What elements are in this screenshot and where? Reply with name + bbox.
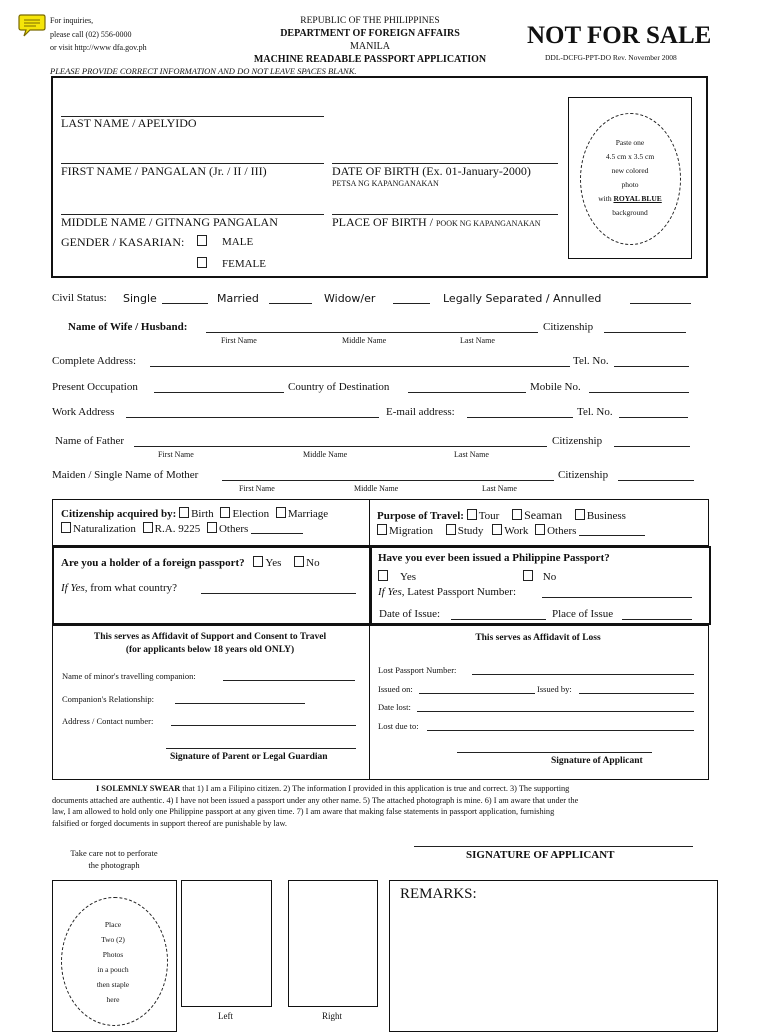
spouse-label: Name of Wife / Husband: (68, 321, 188, 333)
work-address-line[interactable] (126, 417, 379, 418)
relationship-line[interactable] (175, 703, 305, 704)
perforate-note-1: Take care not to perforate (70, 848, 158, 858)
relationship-label: Companion's Relationship: (62, 694, 154, 704)
mother-label: Maiden / Single Name of Mother (52, 469, 199, 481)
inquiry-line-3: or visit http://www dfa.gov.ph (50, 43, 147, 52)
loss-title: This serves as Affidavit of Loss (475, 633, 601, 643)
companion-label: Name of minor's travelling companion: (62, 671, 196, 681)
date-lost-label: Date lost: (378, 702, 411, 712)
father-citizenship-label: Citizenship (552, 435, 603, 447)
pouch-line-1: Place (104, 920, 122, 929)
ph-no-checkbox[interactable] (523, 570, 533, 581)
support-address-line[interactable] (171, 725, 356, 726)
right-thumbprint-box[interactable] (288, 880, 378, 1007)
lost-due-label: Lost due to: (378, 721, 419, 731)
civil-married-line[interactable] (269, 303, 312, 304)
destination-line[interactable] (408, 392, 526, 393)
support-address-label: Address / Contact number: (62, 716, 154, 726)
applicant-signature-label: SIGNATURE OF APPLICANT (466, 849, 615, 861)
photo-pouch-oval (61, 897, 168, 1026)
left-thumbprint-box[interactable] (181, 880, 272, 1007)
citizenship-others-checkbox[interactable] (207, 522, 217, 533)
address-line[interactable] (150, 366, 570, 367)
seaman-checkbox[interactable] (512, 509, 522, 520)
father-middle-name-hint: Middle Name (303, 450, 348, 459)
photo-line-3: new colored (611, 166, 649, 175)
civil-widow-line[interactable] (393, 303, 430, 304)
photo-line-6: background (612, 208, 648, 217)
dob-sublabel: PETSA NG KAPANGANAKAN (332, 179, 439, 188)
email-label: E-mail address: (386, 406, 455, 418)
spouse-line[interactable] (206, 332, 538, 333)
instruction-text: PLEASE PROVIDE CORRECT INFORMATION AND DO NOT LEAVE SPACES BLANK. (50, 66, 357, 76)
department-heading: DEPARTMENT OF FOREIGN AFFAIRS (280, 28, 460, 39)
affidavit-loss-box (369, 625, 709, 780)
tel-label: Tel. No. (573, 355, 609, 367)
mother-line[interactable] (222, 480, 554, 481)
form-title: MACHINE READABLE PASSPORT APPLICATION (253, 54, 487, 65)
tour-checkbox[interactable] (467, 509, 477, 520)
ph-place-line[interactable] (622, 619, 692, 620)
civil-married-label: Married (217, 292, 259, 305)
left-thumbprint-label: Left (218, 1011, 233, 1021)
pouch-line-6: here (106, 995, 120, 1004)
issued-by-label: Issued by: (537, 684, 572, 694)
purpose-others-checkbox[interactable] (535, 524, 545, 535)
remarks-label: REMARKS: (400, 886, 477, 902)
mother-citizenship-line[interactable] (618, 480, 694, 481)
study-checkbox[interactable] (446, 524, 456, 535)
marriage-checkbox[interactable] (276, 507, 286, 518)
ph-passport-question: Have you ever been issued a Philippine Passport? (378, 552, 610, 564)
ph-latest-label: If Yes, Latest Passport Number: (378, 586, 517, 598)
civil-separated-line[interactable] (630, 303, 691, 304)
female-checkbox[interactable] (197, 257, 207, 268)
destination-label: Country of Destination (288, 381, 390, 393)
photo-line-4: photo (621, 180, 639, 189)
applicant-loss-signature-line[interactable] (457, 752, 652, 753)
photo-oval (580, 113, 681, 245)
ph-latest-line[interactable] (542, 597, 692, 598)
companion-line[interactable] (223, 680, 355, 681)
photo-line-1: Paste one (615, 138, 645, 147)
not-for-sale: NOT FOR SALE (527, 22, 712, 49)
spouse-middle-name-hint: Middle Name (342, 336, 387, 345)
work-address-label: Work Address (52, 406, 115, 418)
spouse-citizenship-label: Citizenship (543, 321, 594, 333)
mother-last-name-hint: Last Name (482, 484, 517, 493)
migration-checkbox[interactable] (377, 524, 387, 535)
applicant-loss-signature-label: Signature of Applicant (551, 756, 643, 766)
city-heading: MANILA (350, 41, 390, 52)
inquiry-line-2: please call (02) 556-0000 (50, 30, 132, 39)
mother-citizenship-label: Citizenship (558, 469, 609, 481)
male-label: MALE (222, 236, 254, 248)
election-checkbox[interactable] (220, 507, 230, 518)
guardian-signature-line[interactable] (166, 748, 356, 749)
address-label: Complete Address: (52, 355, 137, 367)
foreign-country-label: If Yes, from what country? (61, 582, 177, 594)
lost-due-line[interactable] (427, 730, 694, 731)
mobile-line[interactable] (589, 392, 689, 393)
father-line[interactable] (134, 446, 547, 447)
birth-checkbox[interactable] (179, 507, 189, 518)
ph-date-line[interactable] (451, 619, 546, 620)
middle-name-label: MIDDLE NAME / GITNANG PANGALAN (61, 215, 278, 229)
occupation-line[interactable] (154, 392, 284, 393)
ph-place-label: Place of Issue (552, 608, 614, 620)
chat-bubble-icon (18, 12, 46, 38)
pob-label: PLACE OF BIRTH / POOK NG KAPANGANAKAN (332, 215, 541, 229)
occupation-label: Present Occupation (52, 381, 138, 393)
female-label: FEMALE (222, 258, 266, 270)
dob-label: DATE OF BIRTH (Ex. 01-January-2000) (332, 164, 531, 178)
tel-line[interactable] (614, 366, 689, 367)
lost-number-line[interactable] (472, 674, 694, 675)
pouch-line-5: then staple (96, 980, 130, 989)
father-citizenship-line[interactable] (614, 446, 690, 447)
foreign-yes-checkbox[interactable] (253, 556, 263, 567)
work-checkbox[interactable] (492, 524, 502, 535)
civil-single-line[interactable] (162, 303, 208, 304)
right-thumbprint-label: Right (321, 1011, 342, 1021)
father-label: Name of Father (55, 435, 125, 447)
business-checkbox[interactable] (575, 509, 585, 520)
spouse-last-name-hint: Last Name (460, 336, 495, 345)
naturalization-checkbox[interactable] (61, 522, 71, 533)
civil-single-label: Single (123, 292, 157, 305)
purpose-row-2: Migration Study Work Others (377, 524, 645, 537)
citizenship-row-2: Naturalization R.A. 9225 Others (61, 522, 303, 535)
spouse-citizenship-line[interactable] (604, 332, 686, 333)
form-code: DDL-DCFG-PPT-DO Rev. November 2008 (545, 53, 677, 62)
foreign-passport-row: Are you a holder of a foreign passport? Yes No (61, 557, 320, 569)
spouse-first-name-hint: First Name (221, 336, 257, 345)
gender-label: GENDER / KASARIAN: (61, 235, 185, 249)
ph-yes-checkbox[interactable] (378, 570, 388, 581)
first-name-label: FIRST NAME / PANGALAN (Jr. / II / III) (61, 164, 267, 178)
oath-paragraph: I SOLEMNLY SWEAR that 1) I am a Filipino citizen. 2) The information I provided in this application is true and correct. 3) The supporting documents attached are authentic. 4) I have not been issued a passport under any other name. 5) The attached photograph is mine. 6) I am aware that under the law, I am allowed to hold only one Philippine passport at any given time. 7) I am aware that making false statements in passport application, furnishing falsified or forged documents in support thereof are punishable by law. (52, 784, 579, 828)
pouch-line-2: Two (2) (101, 935, 125, 944)
mother-middle-name-hint: Middle Name (354, 484, 399, 493)
ph-date-label: Date of Issue: (379, 608, 441, 620)
civil-status-label: Civil Status: (52, 292, 107, 304)
date-lost-line[interactable] (417, 711, 694, 712)
civil-widow-label: Widow/er (324, 292, 376, 305)
issued-on-line[interactable] (419, 693, 535, 694)
support-title: This serves as Affidavit of Support and Consent to Travel (93, 632, 327, 642)
citizenship-row-1: Citizenship acquired by: Birth Election Marriage (61, 508, 329, 520)
last-name-label: LAST NAME / APELYIDO (61, 116, 197, 130)
mobile-label: Mobile No. (530, 381, 581, 393)
male-checkbox[interactable] (197, 235, 207, 246)
pouch-line-4: in a pouch (97, 965, 129, 974)
mother-first-name-hint: First Name (239, 484, 275, 493)
republic-heading: REPUBLIC OF THE PHILIPPINES (300, 16, 440, 26)
work-tel-label: Tel. No. (577, 406, 613, 418)
civil-separated-label: Legally Separated / Annulled (443, 292, 602, 305)
photo-line-2: 4.5 cm x 3.5 cm (605, 152, 655, 161)
photo-line-5: with ROYAL BLUE (598, 194, 662, 203)
ph-passport-answers: Yes No (378, 570, 556, 583)
ra9225-checkbox[interactable] (143, 522, 153, 533)
perforate-note-2: the photograph (88, 860, 140, 870)
purpose-row-1: Purpose of Travel: Tour Seaman Business (377, 508, 626, 522)
work-tel-line[interactable] (619, 417, 688, 418)
issued-on-label: Issued on: (378, 684, 413, 694)
father-first-name-hint: First Name (158, 450, 194, 459)
email-line[interactable] (467, 417, 573, 418)
foreign-country-line[interactable] (201, 593, 356, 594)
father-last-name-hint: Last Name (454, 450, 489, 459)
lost-number-label: Lost Passport Number: (378, 665, 457, 675)
inquiry-line-1: For inquiries, (50, 16, 94, 25)
issued-by-line[interactable] (579, 693, 694, 694)
support-subtitle: (for applicants below 18 years old ONLY) (125, 645, 295, 655)
guardian-signature-label: Signature of Parent or Legal Guardian (170, 752, 328, 762)
pouch-line-3: Photos (102, 950, 124, 959)
applicant-signature-line[interactable] (414, 846, 693, 847)
foreign-no-checkbox[interactable] (294, 556, 304, 567)
